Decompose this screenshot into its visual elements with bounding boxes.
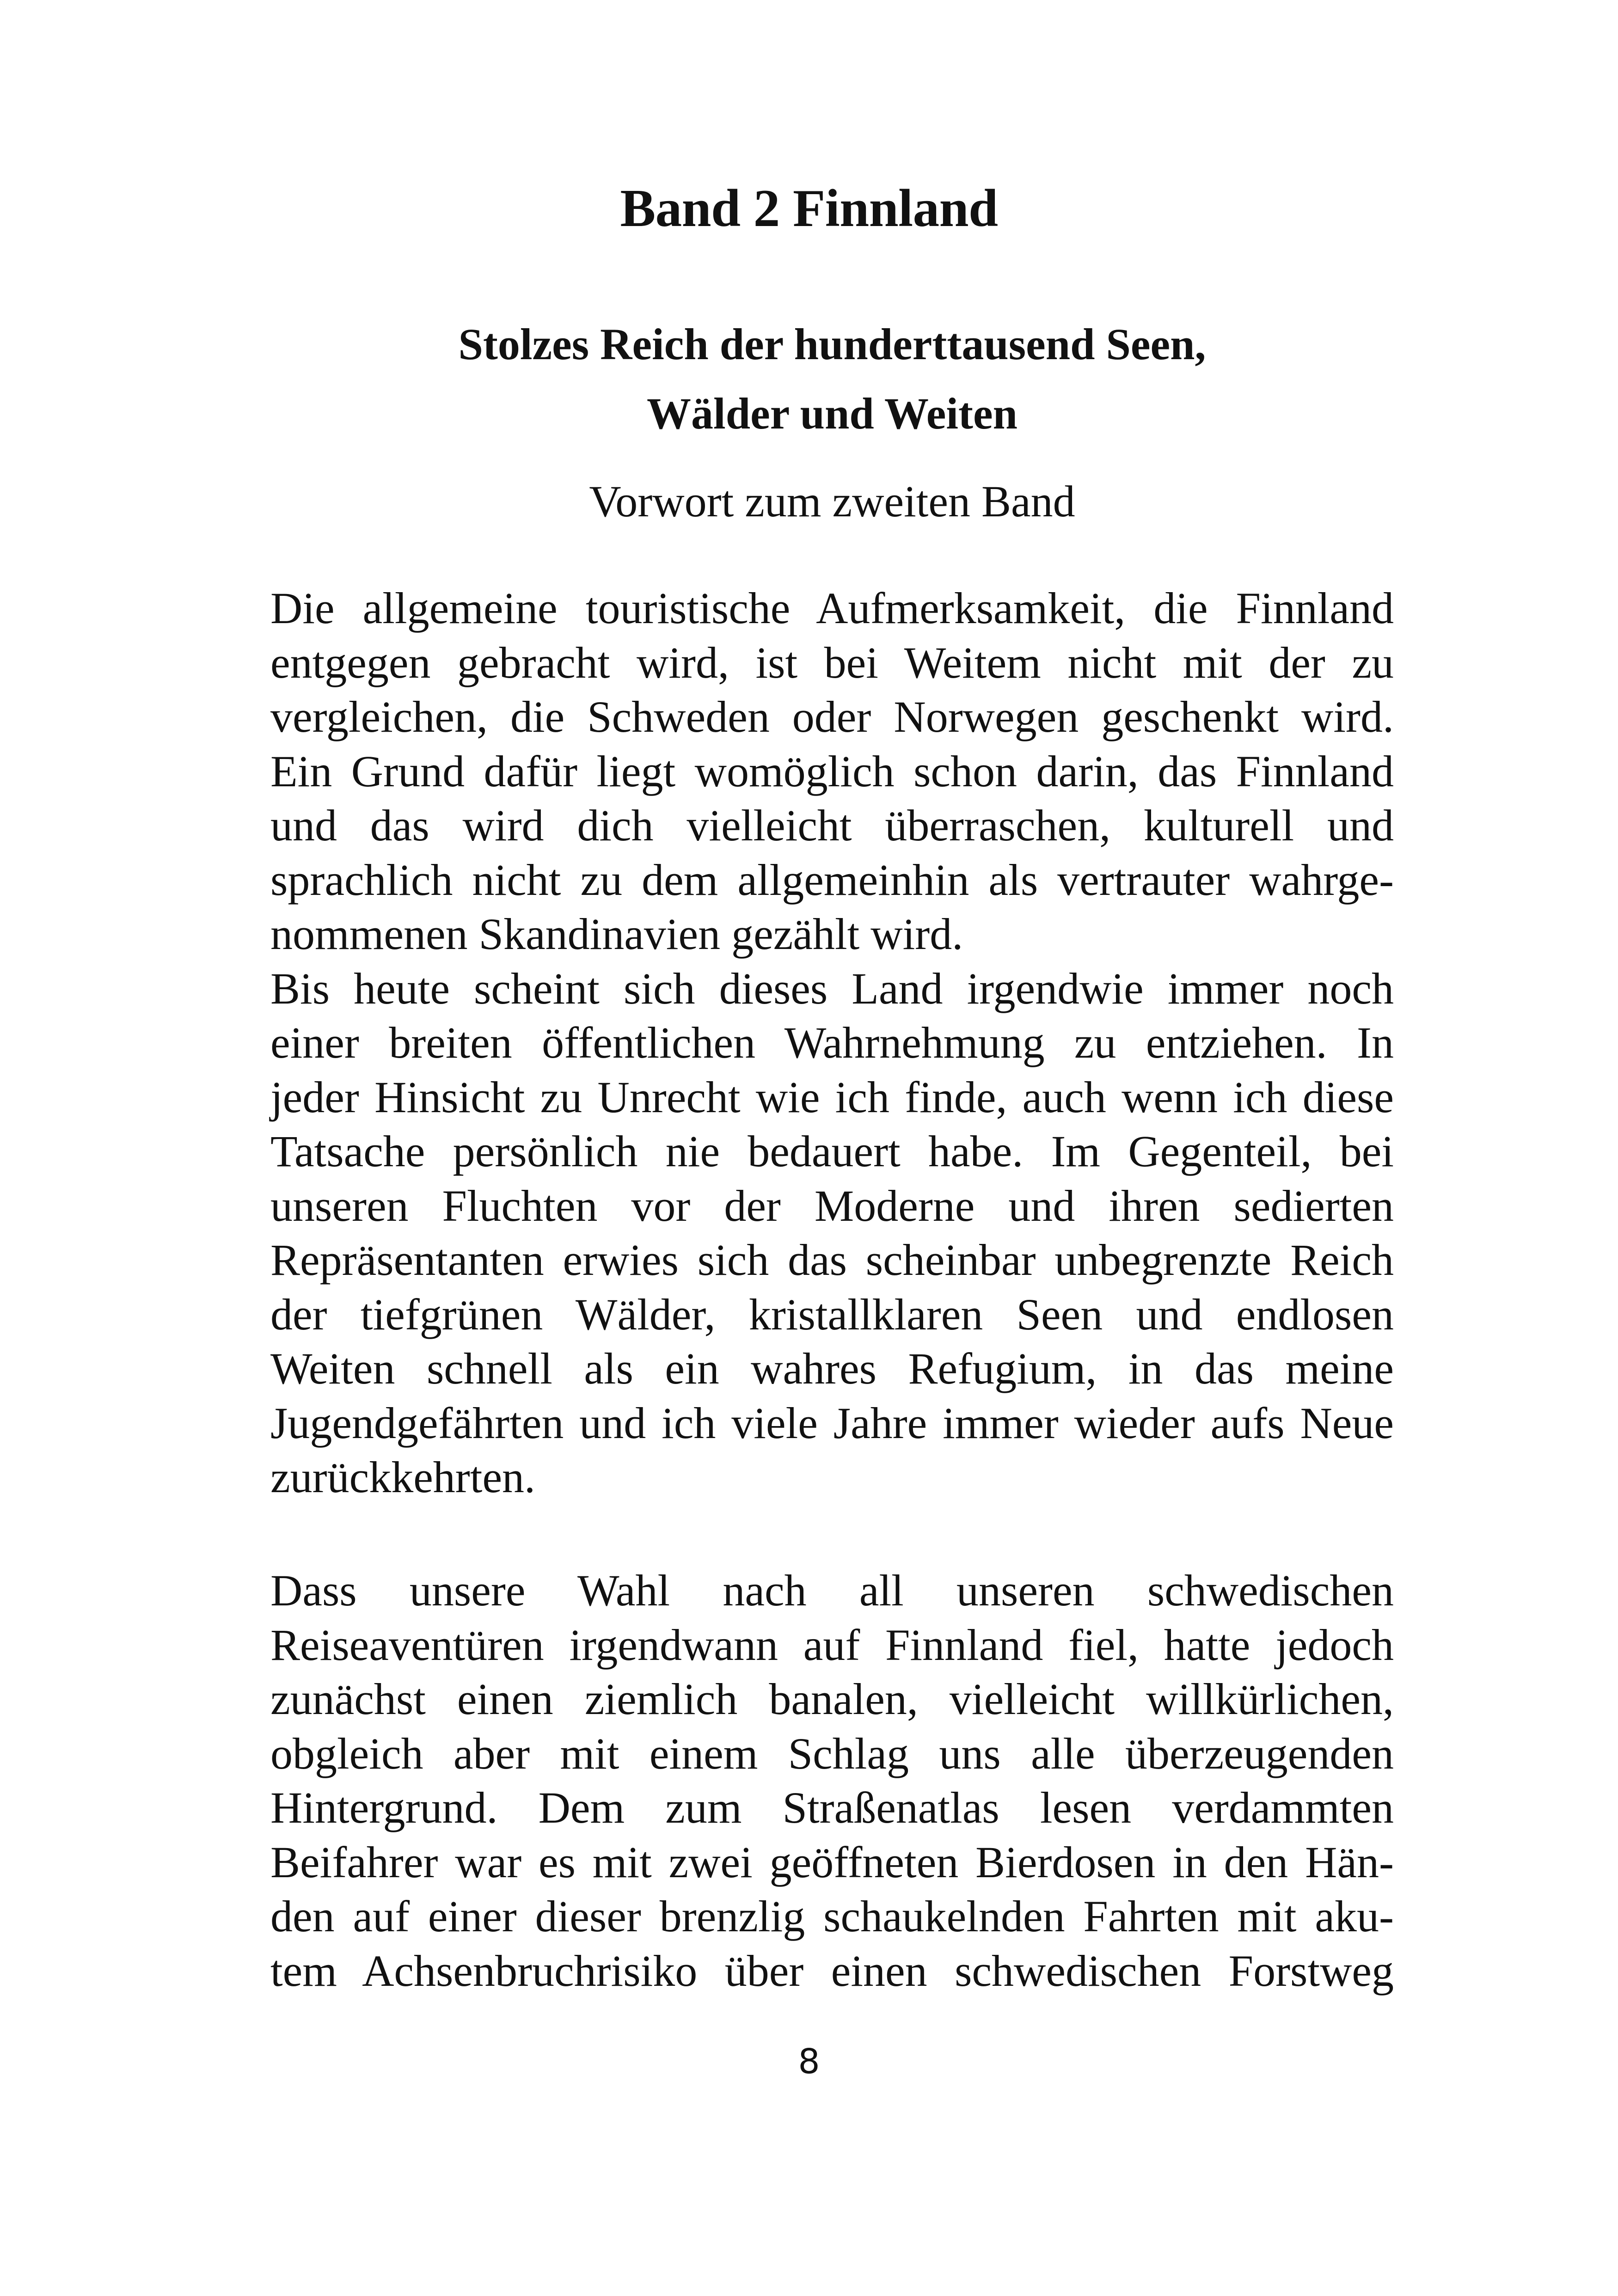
text-line: jeder Hinsicht zu Unrecht wie ich finde, auch wenn ich diese: [270, 1072, 1394, 1122]
text-line: tem Achsenbruchrisiko über einen schwedischen Forstweg: [270, 1946, 1394, 1996]
text-line: Weiten schnell als ein wahres Refugium, in das meine: [270, 1344, 1394, 1393]
text-line: den auf einer dieser brenzlig schaukelnden Fahrten mit aku-: [270, 1892, 1394, 1941]
text-line: zunächst einen ziemlich banalen, vielleicht willkürlichen,: [270, 1674, 1394, 1724]
text-line: der tiefgrünen Wälder, kristallklaren Seen und endlosen: [270, 1289, 1394, 1339]
text-line: Beifahrer war es mit zwei geöffneten Bierdosen in den Hän-: [270, 1837, 1394, 1887]
paragraph-2: [270, 1563, 1394, 1998]
text-line: zurückkehrten.: [270, 1452, 536, 1502]
page-title: Band 2 Finnland: [620, 179, 998, 238]
subtitle-line: Stolzes Reich der hunderttausend Seen,: [458, 319, 1206, 369]
text-line: einer breiten öffentlichen Wahrnehmung zu entziehen. In: [270, 1018, 1394, 1067]
text-line: Reiseaventüren irgendwann auf Finnland fiel, hatte jedoch: [270, 1620, 1394, 1670]
page-number: 8: [798, 2042, 820, 2082]
text-line: Repräsentanten erwies sich das scheinbar unbegrenzte Reich: [270, 1235, 1394, 1285]
text-line: unseren Fluchten vor der Moderne und ihren sedierten: [270, 1181, 1394, 1231]
text-line: Jugendgefährten und ich viele Jahre immer wieder aufs Neue: [270, 1398, 1394, 1448]
text-line: obgleich aber mit einem Schlag uns alle überzeugenden: [270, 1728, 1394, 1778]
text-line: Tatsache persönlich nie bedauert habe. Im Gegenteil, bei: [270, 1127, 1394, 1176]
text-line: Ein Grund dafür liegt womöglich schon darin, das Finnland: [270, 746, 1394, 796]
text-line: Bis heute scheint sich dieses Land irgendwie immer noch: [270, 963, 1394, 1013]
text-line: nommenen Skandinavien gezählt wird.: [270, 909, 963, 959]
paragraph-1: [270, 581, 1394, 1505]
text-line: Die allgemeine touristische Aufmerksamkeit, die Finnland: [270, 583, 1394, 633]
text-line: sprachlich nicht zu dem allgemeinhin als vertrauter wahrge-: [270, 855, 1394, 905]
text-line: Hintergrund. Dem zum Straßenatlas lesen verdammten: [270, 1783, 1394, 1832]
text-line: vergleichen, die Schweden oder Norwegen geschenkt wird.: [270, 692, 1394, 741]
text-line: Dass unsere Wahl nach all unseren schwedischen: [270, 1566, 1394, 1615]
page-subtitle: [270, 310, 1394, 448]
subtitle-line: Wälder und Weiten: [647, 389, 1017, 438]
text-line: entgegen gebracht wird, ist bei Weitem nicht mit der zu: [270, 637, 1394, 687]
text-line: und das wird dich vielleicht überraschen, kulturell und: [270, 801, 1394, 850]
section-heading: Vorwort zum zweiten Band: [589, 477, 1075, 526]
